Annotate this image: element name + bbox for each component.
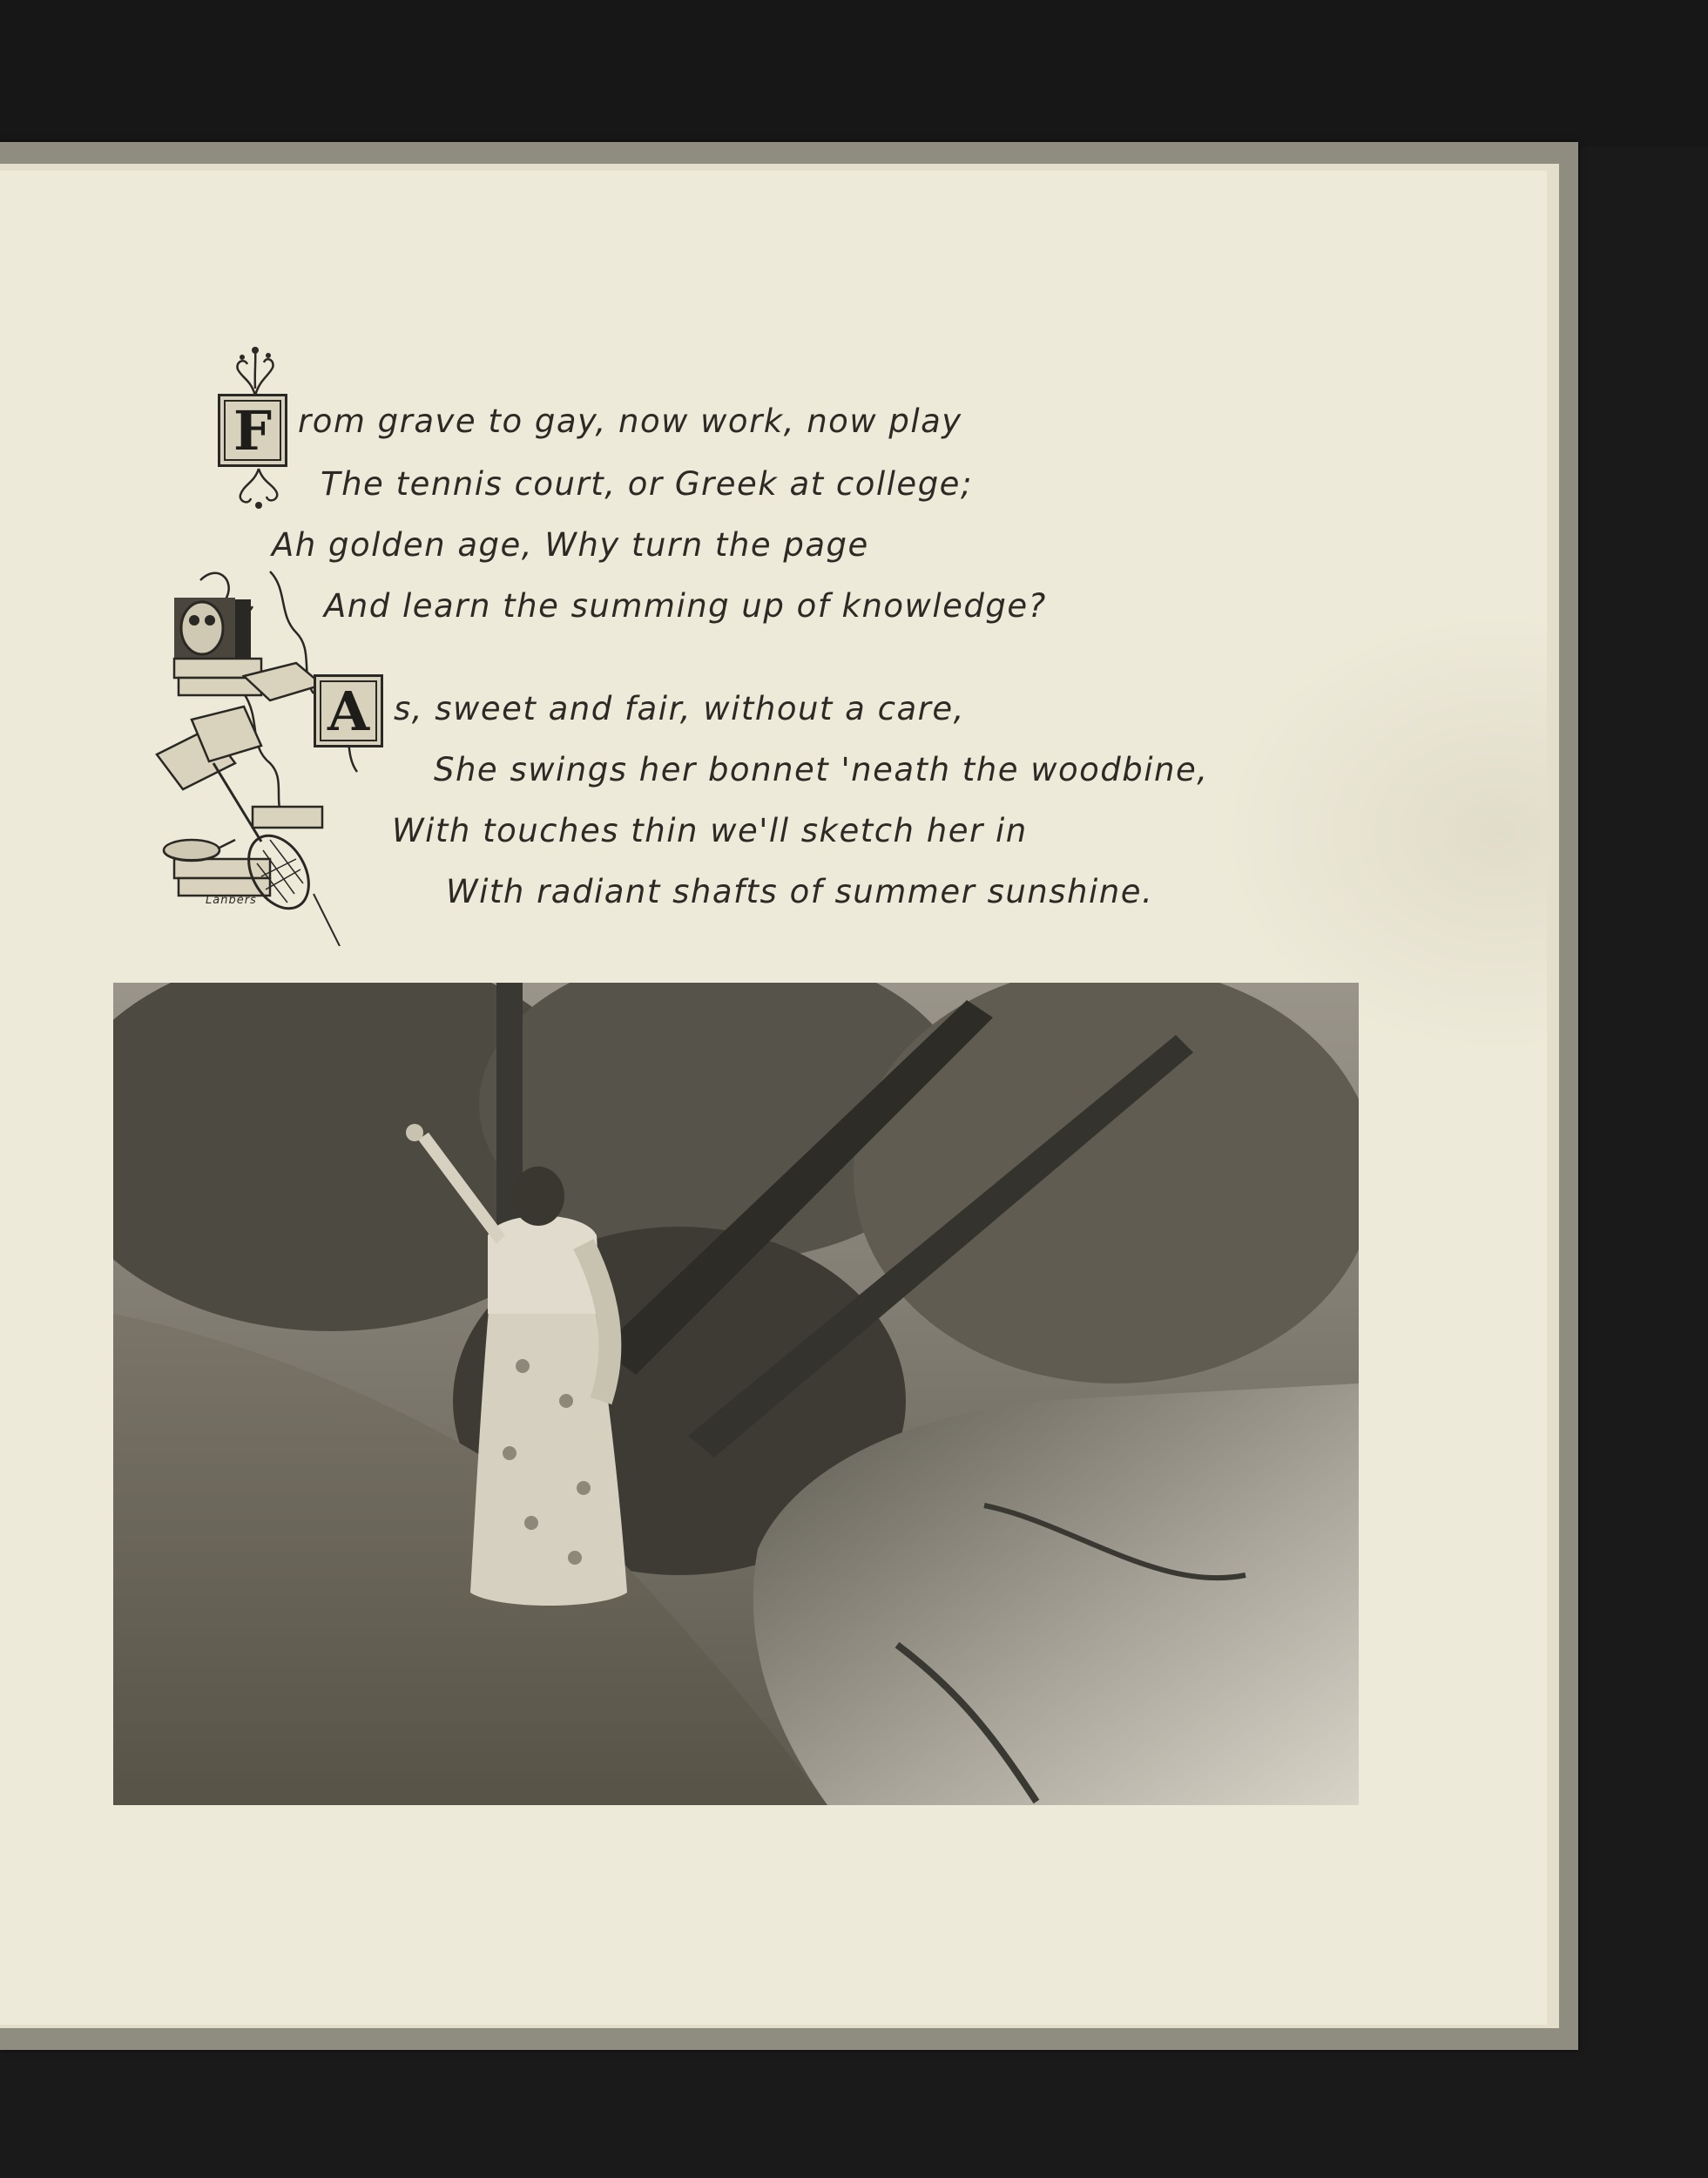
book-page	[0, 171, 1547, 2025]
artist-signature: Lanbers	[206, 894, 257, 907]
photograph	[113, 983, 1359, 1805]
initial-letter-a-text: A	[327, 679, 370, 743]
oil-lamp-icon	[164, 840, 235, 861]
poem-line-8: With radiant shafts of summer sunshine.	[446, 873, 1154, 910]
flourish-icon	[225, 345, 286, 397]
initial-letter-f-frame	[224, 400, 281, 461]
poem-line-7: With touches thin we'll sketch her in	[392, 812, 1028, 849]
poem-line-6: She swings her bonnet 'neath the woodbine,	[434, 751, 1209, 788]
poem-line-3: Ah golden age, Why turn the page	[272, 526, 869, 564]
poem-line-4: And learn the summing up of knowledge?	[324, 587, 1047, 625]
background	[0, 0, 1708, 146]
poem-line-1: rom grave to gay, now work, now play	[298, 402, 962, 440]
initial-letter-f-text: F	[233, 398, 273, 463]
initial-letter-a	[314, 674, 383, 747]
initial-letter-f	[218, 394, 287, 467]
owl-icon	[174, 598, 251, 659]
initial-letter-a-frame	[320, 680, 377, 741]
poem-line-2: The tennis court, or Greek at college;	[321, 465, 973, 503]
flourish-icon	[228, 467, 289, 511]
woman-by-stream-icon	[113, 983, 1359, 1805]
poem-line-5: s, sweet and fair, without a care,	[394, 690, 965, 727]
